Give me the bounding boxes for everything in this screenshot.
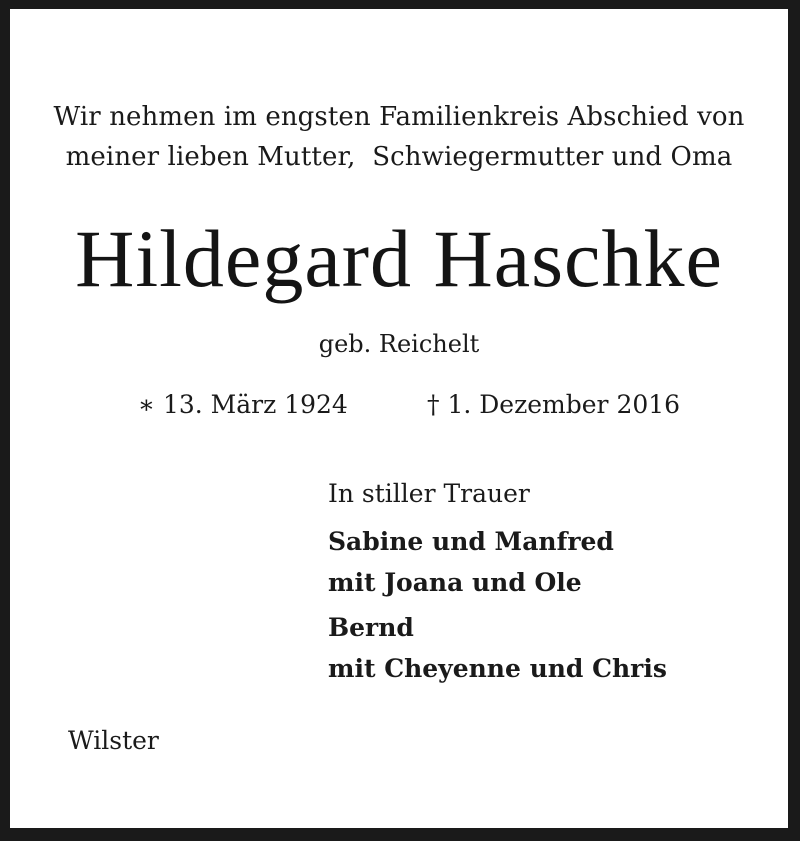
- maiden-name: geb. Reichelt: [318, 330, 480, 358]
- death-date: † 1. Dezember 2016: [427, 390, 681, 419]
- mourning-phrase: In stiller Trauer: [328, 479, 530, 508]
- mourner-group: [328, 521, 667, 603]
- mourner-names: Bernd: [328, 613, 414, 642]
- mourner-names: mit Joana und Ole: [328, 568, 582, 597]
- mourners-block: [328, 475, 667, 689]
- intro-text: [10, 97, 788, 177]
- birth-date: ∗ 13. März 1924: [138, 390, 348, 419]
- place-name: Wilster: [68, 726, 159, 755]
- intro-line: Wir nehmen im engsten Familienkreis Abschied von: [53, 102, 745, 132]
- mourner-group: [328, 607, 667, 689]
- deceased-name: Hildegard Haschke: [75, 213, 723, 304]
- intro-line: meiner lieben Mutter, Schwiegermutter und Oma: [65, 142, 733, 172]
- mourner-names: Sabine und Manfred: [328, 527, 614, 556]
- mourner-names: mit Cheyenne und Chris: [328, 654, 667, 683]
